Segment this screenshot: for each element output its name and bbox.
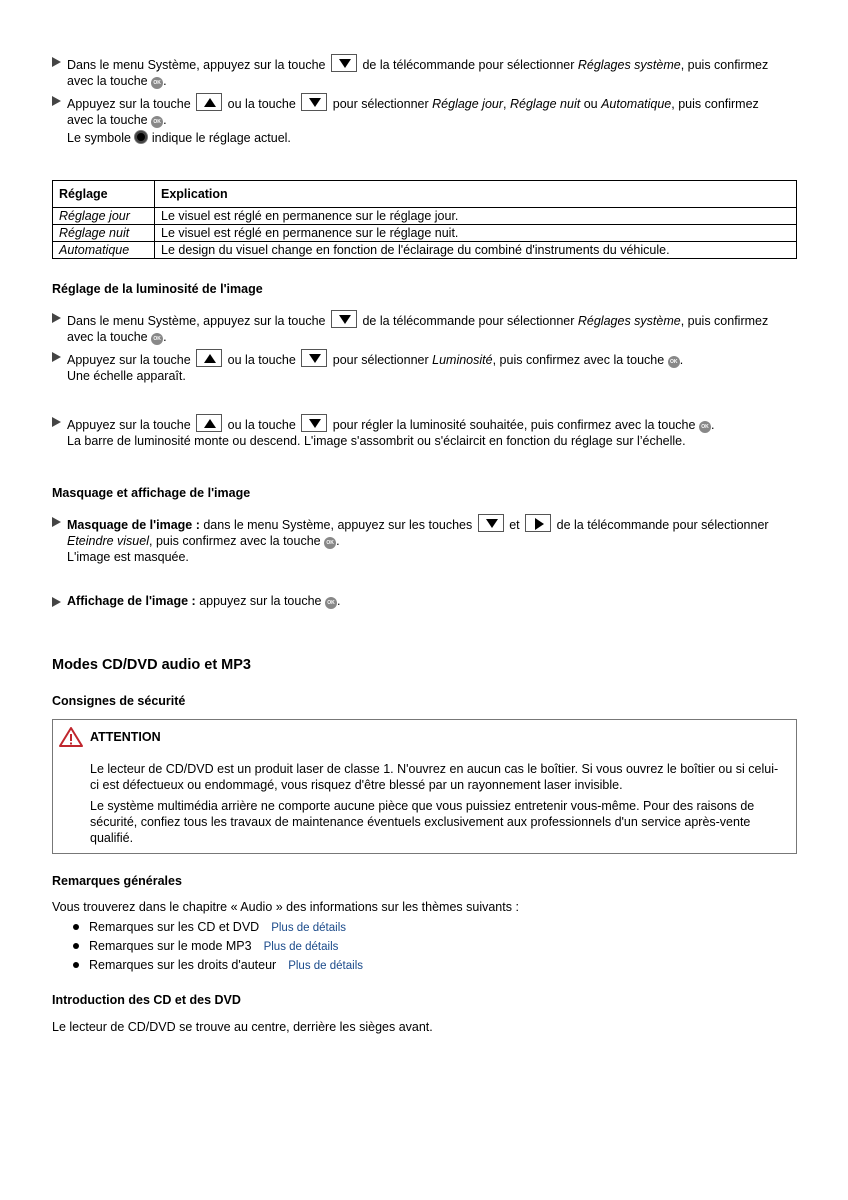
up-key-icon xyxy=(196,414,222,432)
section-heading: Introduction des CD et des DVD xyxy=(52,993,241,1007)
warning-paragraph: Le lecteur de CD/DVD est un produit laser de classe 1. N'ouvrez en aucun cas le boîtier. Si vous ouvrez le boîtier ou si celui-ci est défectueux ou endommagé, vous risquez d'être blessé par un rayonnement laser invisible. xyxy=(90,762,779,792)
down-key-icon xyxy=(301,414,327,432)
table-row xyxy=(53,242,797,259)
table-cell: Automatique xyxy=(53,242,155,259)
table-cell: Le design du visuel change en fonction de l'éclairage du combiné d'instruments du véhicule. xyxy=(155,242,797,259)
step-hide-image: Masquage de l'image : dans le menu Système, appuyez sur les touches et de la télécommande pour sélectionner Eteindre visuel, puis confirmez avec la touche OK . L'image est masquée. xyxy=(67,514,797,565)
bullet-arrow-icon xyxy=(52,352,61,362)
bullet-arrow-icon xyxy=(52,96,61,106)
list-item: Remarques sur les CD et DVD Plus de détails xyxy=(89,920,346,934)
step-select-brightness: Appuyez sur la touche ou la touche pour sélectionner Luminosité, puis confirmez avec la touche OK . Une échelle apparaît. xyxy=(67,349,797,384)
list-item: Remarques sur le mode MP3 Plus de détails xyxy=(89,939,339,953)
details-link[interactable]: Plus de détails xyxy=(263,941,339,953)
table-cell: Le visuel est réglé en permanence sur le réglage jour. xyxy=(155,208,797,225)
down-key-icon xyxy=(331,54,357,72)
up-key-icon xyxy=(196,93,222,111)
up-key-icon xyxy=(196,349,222,367)
table-cell: Réglage nuit xyxy=(53,225,155,242)
chapter-title: Modes CD/DVD audio et MP3 xyxy=(52,657,251,673)
section-heading: Masquage et affichage de l'image xyxy=(52,486,251,500)
bullet-arrow-icon xyxy=(52,417,61,427)
ok-key-icon: OK xyxy=(324,537,336,549)
ok-key-icon: OK xyxy=(325,597,337,609)
table-header: Explication xyxy=(155,181,797,208)
table-header-row xyxy=(53,181,797,208)
bullet-arrow-icon xyxy=(52,313,61,323)
step-select-system-settings: Dans le menu Système, appuyez sur la touche de la télécommande pour sélectionner Réglages système, puis confirmez avec la touche OK . xyxy=(67,310,797,345)
down-key-icon xyxy=(331,310,357,328)
right-key-icon xyxy=(525,514,551,532)
ok-key-icon: OK xyxy=(699,421,711,433)
settings-table xyxy=(52,180,797,259)
bullet-dot-icon xyxy=(73,924,79,930)
table-row xyxy=(53,225,797,242)
table-cell: Le visuel est réglé en permanence sur le réglage nuit. xyxy=(155,225,797,242)
paragraph: Le lecteur de CD/DVD se trouve au centre, derrière les sièges avant. xyxy=(52,1020,433,1034)
ok-key-icon: OK xyxy=(151,116,163,128)
step-show-image: Affichage de l'image : appuyez sur la touche OK . xyxy=(67,594,341,608)
warning-triangle-icon xyxy=(58,726,84,748)
bullet-dot-icon xyxy=(73,943,79,949)
step-select-mode: Appuyez sur la touche ou la touche pour sélectionner Réglage jour, Réglage nuit ou Automatique, puis confirmez avec la touche OK . Le symbole indique le réglage actuel. xyxy=(67,93,797,148)
paragraph: Vous trouverez dans le chapitre « Audio » des informations sur les thèmes suivants : xyxy=(52,900,519,914)
bullet-arrow-icon xyxy=(52,597,61,607)
details-link[interactable]: Plus de détails xyxy=(288,960,363,972)
details-link[interactable]: Plus de détails xyxy=(271,922,346,934)
ok-key-icon: OK xyxy=(151,333,163,345)
section-heading: Réglage de la luminosité de l'image xyxy=(52,282,263,296)
step-adjust-brightness: Appuyez sur la touche ou la touche pour régler la luminosité souhaitée, puis confirmez avec la touche OK . La barre de luminosité monte ou descend. L'image s'assombrit ou s'éclaircit en fonction du réglage sur l’échelle. xyxy=(67,414,807,449)
selected-radio-icon xyxy=(134,130,148,144)
down-key-icon xyxy=(301,93,327,111)
section-heading: Remarques générales xyxy=(52,874,182,888)
step-select-system-settings: Dans le menu Système, appuyez sur la touche de la télécommande pour sélectionner Réglages système, puis confirmez avec la touche OK . xyxy=(67,54,797,89)
bullet-dot-icon xyxy=(73,962,79,968)
bullet-arrow-icon xyxy=(52,517,61,527)
table-header: Réglage xyxy=(53,181,155,208)
bullet-arrow-icon xyxy=(52,57,61,67)
warning-paragraph: Le système multimédia arrière ne comporte aucune pièce que vous puissiez entretenir vous-même. Pour des raisons de sécurité, confiez tous les travaux de maintenance éventuels exclusivement aux professionnels d'un service après-vente qualifié. xyxy=(90,799,755,845)
warning-box xyxy=(52,719,797,854)
down-key-icon xyxy=(301,349,327,367)
section-heading: Consignes de sécurité xyxy=(52,694,186,708)
ok-key-icon: OK xyxy=(668,356,680,368)
table-row xyxy=(53,208,797,225)
ok-key-icon: OK xyxy=(151,77,163,89)
down-key-icon xyxy=(478,514,504,532)
warning-title: ATTENTION xyxy=(90,730,161,744)
list-item: Remarques sur les droits d'auteur Plus de détails xyxy=(89,958,363,972)
table-cell: Réglage jour xyxy=(53,208,155,225)
